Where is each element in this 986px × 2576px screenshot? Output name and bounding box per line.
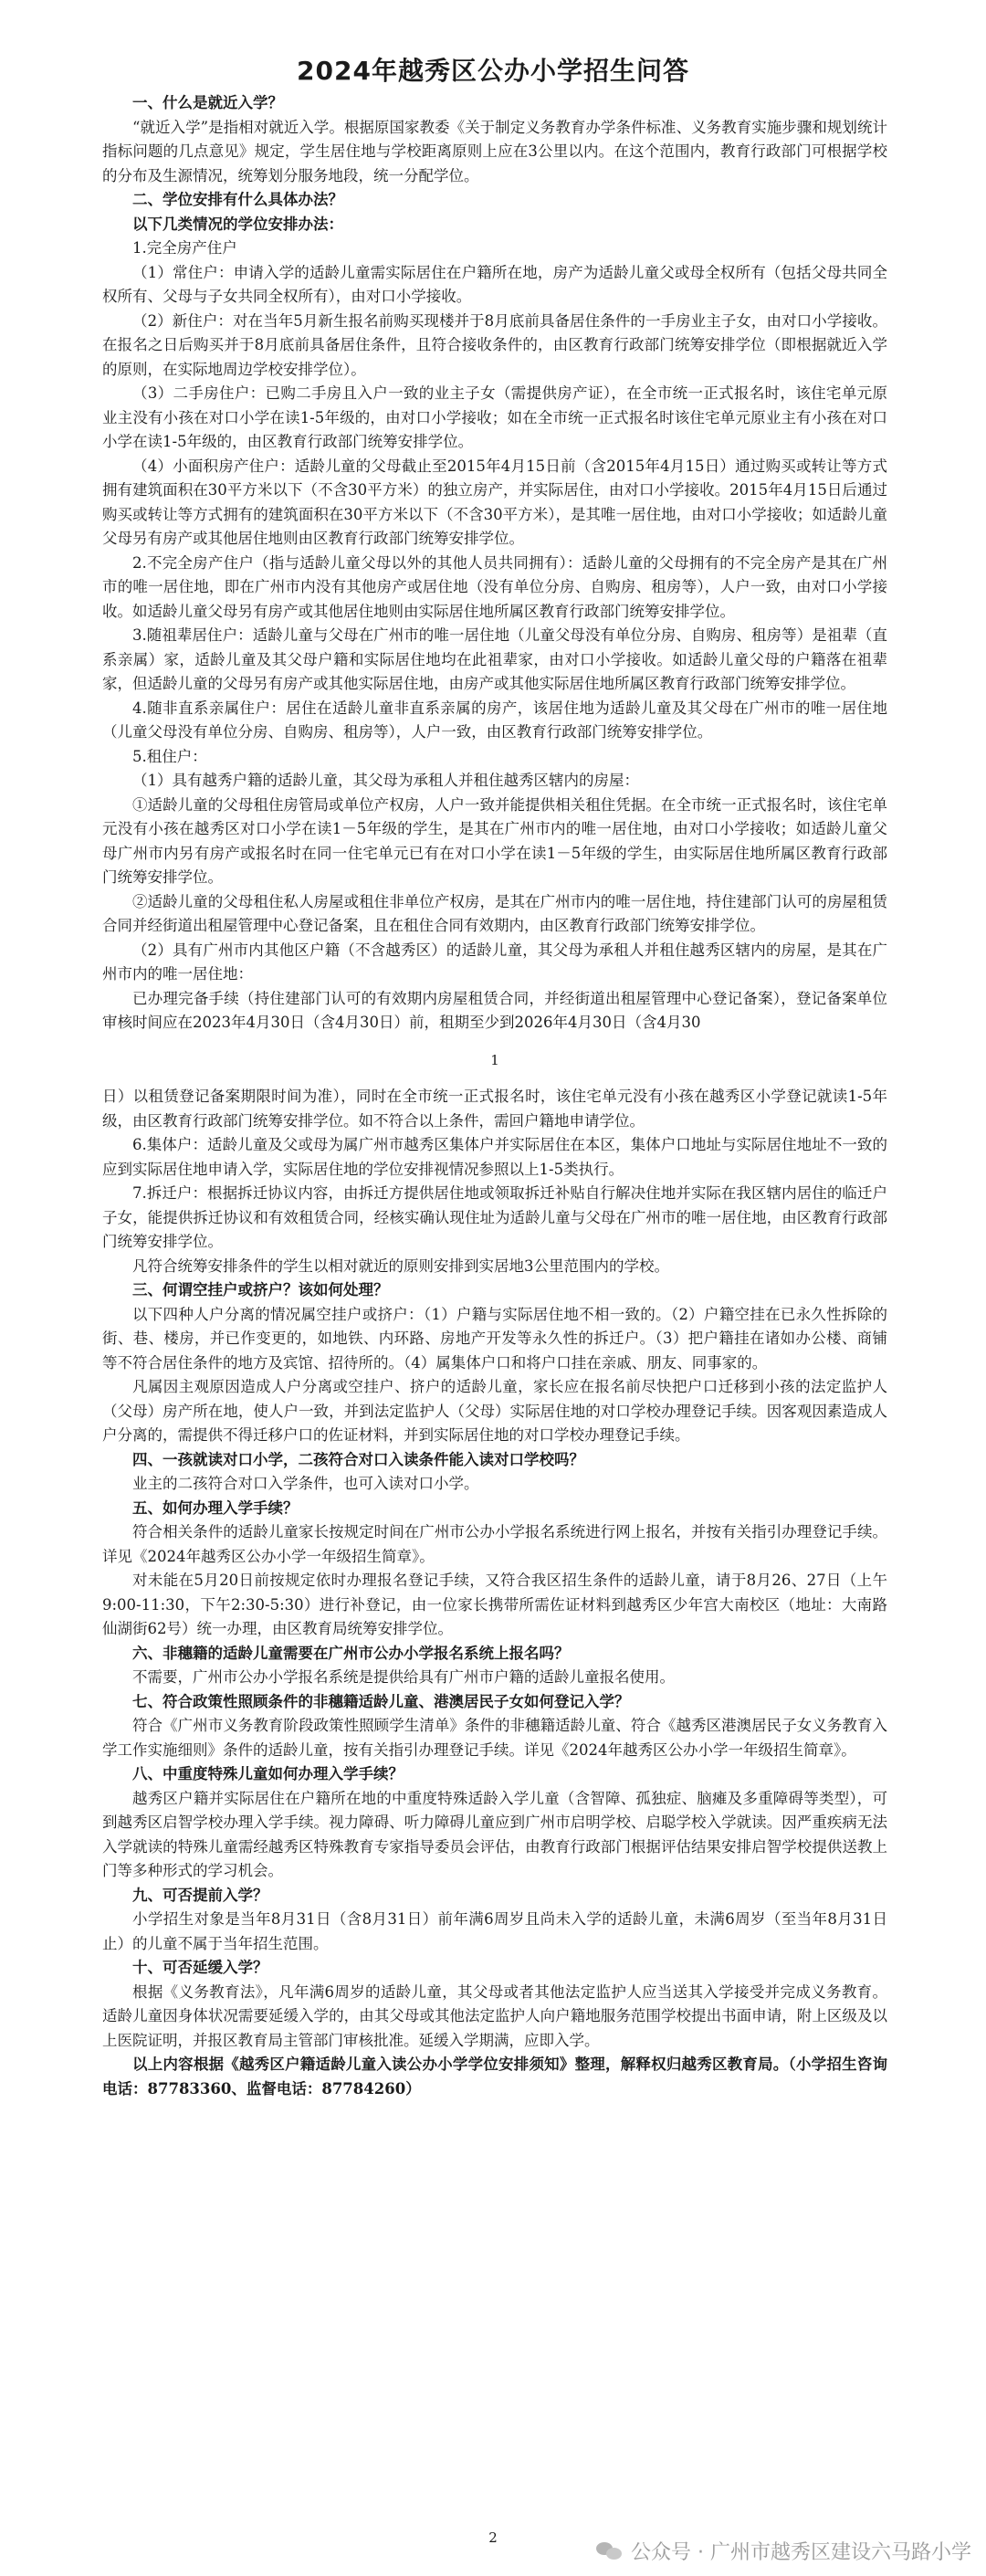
footer-note: 以上内容根据《越秀区户籍适龄儿童入读公办小学学位安排须知》整理，解释权归越秀区教育局。（小学招生咨询电话：87783360、监督电话：87784260） [102,2056,887,2098]
section-heading: 八、中重度特殊儿童如何办理入学手续？ [132,1765,404,1782]
paragraph: ②适龄儿童的父母租住私人房屋或租住非单位产权房，是其在广州市内的唯一居住地，持住建部门认可的房屋租赁合同并经街道出租屋管理中心登记备案，且在租住合同有效期内，由区教育行政部门统筹安排学位。 [102,892,887,934]
paragraph: （3）二手房住户：已购二手房且入户一致的业主子女（需提供房产证），在全市统一正式报名时，该住宅单元原业主没有小孩在对口小学在读1-5年级的，由对口小学接收；如在全市统一正式报名时该住宅单元原业主有小孩在对口小学在读1-5年级的，由区教育行政部门统筹安排学位。 [102,384,887,450]
paragraph: （1）具有越秀户籍的适龄儿童，其父母为承租人并租住越秀区辖内的房屋： [132,772,639,789]
page-number: 2 [488,2529,498,2546]
paragraph: ①适龄儿童的父母租住房管局或单位产权房，人户一致并能提供相关租住凭据。在全市统一正式报名时，该住宅单元没有小孩在越秀区对口小学在读1－5年级的学生，是其在广州市内的唯一居住地，由对口小学接收；如适龄儿童父母广州市内另有房产或报名时在同一住宅单元已有在对口小学在读1－5年级的学生，由实际居住地所属区教育行政部门统筹安排学位。 [102,795,887,886]
watermark [596,2537,971,2565]
section-heading: 十、可否延缓入学？ [132,1959,268,1976]
paragraph: 凡符合统筹安排条件的学生以相对就近的原则安排到实居地3公里范围内的学校。 [132,1256,669,1275]
section-heading: 五、如何办理入学手续？ [132,1498,299,1517]
paragraph: 2.不完全房产住户（指与适龄儿童父母以外的其他人员共同拥有）：适龄儿童的父母拥有的不完全房产是其在广州市的唯一居住地，即在广州市内没有其他房产或居住地（没有单位分房、自购房、租房等），人户一致，由对口小学接收。如适龄儿童父母另有房产或其他居住地则由实际居住地所属区教育行政部门统筹安排学位。 [102,553,887,620]
section-heading: 以下几类情况的学位安排办法： [132,215,343,233]
section-heading: 一、什么是就近入学？ [132,94,283,111]
paragraph: 业主的二孩符合对口入学条件，也可入读对口小学。 [132,1475,479,1492]
paragraph: 越秀区户籍并实际居住在户籍所在地的中重度特殊适龄入学儿童（含智障、孤独症、脑瘫及多重障碍等类型），可到越秀区启智学校办理入学手续。视力障碍、听力障碍儿童应到广州市启明学校、启聪学校入学就读。因严重疾病无法入学就读的特殊儿童需经越秀区特殊教育专家指导委员会评估，由教育行政部门根据评估结果安排启智学校提供送教上门等多种形式的学习机会。 [102,1789,887,1879]
paragraph: 1.完全房产住户 [132,239,237,257]
document-title: 2024年越秀区公办小学招生问答 [297,56,689,86]
section-heading: 三、何谓空挂户或挤户？该如何处理？ [132,1281,389,1299]
paragraph: 根据《义务教育法》，凡年满6周岁的适龄儿童，其父母或者其他法定监护人应当送其入学接受并完成义务教育。适龄儿童因身体状况需要延缓入学的，由其父母或其他法定监护人向户籍地服务范围学校提出书面申请，附上区级及以上医院证明，并报区教育局主管部门审核批准。延缓入学期满，应即入学。 [102,1982,887,2049]
page-number: 1 [490,1051,499,1068]
paragraph: （2）新住户：对在当年5月新生报名前购买现楼并于8月底前具备居住条件的一手房业主子女，由对口小学接收。在报名之日后购买并于8月底前具备居住条件，且符合接收条件的，由区教育行政部门统筹安排学位（即根据就近入学的原则，在实际地周边学校安排学位）。 [102,311,887,378]
paragraph: 3.随祖辈居住户：适龄儿童与父母在广州市的唯一居住地（儿童父母没有单位分房、自购房、租房等）是祖辈（直系亲属）家，适龄儿童及其父母户籍和实际居住地均在此祖辈家，由对口小学接收。如适龄儿童父母的户籍落在祖辈家，但适龄儿童的父母另有房产或其他实际居住地，由房产或其他实际居住地所属区教育行政部门统筹安排学位。 [102,626,887,692]
watermark-text: 公众号 · 广州市越秀区建设六马路小学 [631,2541,971,2564]
paragraph: 6.集体户：适龄儿童及父或母为属广州市越秀区集体户并实际居住在本区，集体户口地址与实际居住地址不一致的应到实际居住地申请入学，实际居住地的学位安排视情况参照以上1-5类执行。 [102,1136,887,1178]
paragraph: （1）常住户：申请入学的适龄儿童需实际居住在户籍所在地，房产为适龄儿童父或母全权所有（包括父母共同全权所有、父母与子女共同全权所有），由对口小学接收。 [102,263,887,305]
paragraph: 不需要，广州市公办小学报名系统是提供给具有广州市户籍的适龄儿童报名使用。 [132,1668,675,1686]
document-body [102,91,887,2101]
paragraph: （4）小面积房产住户：适龄儿童的父母截止至2015年4月15日前（含2015年4月15日）通过购买或转让等方式拥有建筑面积在30平方米以下（不含30平方米）的独立房产，并实际居住，由对口小学接收。2015年4月15日后通过购买或转让等方式拥有的建筑面积在30平方米以下（不含30平方米），是其唯一居住地，由对口小学接收；如适龄儿童父母另有房产或其他居住地则由区教育行政部门统筹安排学位。 [102,457,887,547]
paragraph: 小学招生对象是当年8月31日（含8月31日）前年满6周岁且尚未入学的适龄儿童，未满6周岁（至当年8月31日止）的儿童不属于当年招生范围。 [102,1910,887,1952]
paragraph: 凡属因主观原因造成人户分离或空挂户、挤户的适龄儿童，家长应在报名前尽快把户口迁移到小孩的法定监护人（父母）房产所在地，使人户一致，并到法定监护人（父母）实际居住地的对口学校办理登记手续。因客观因素造成人户分离的，需提供不得迁移户口的佐证材料，并到实际居住地的对口学校办理登记手续。 [102,1378,887,1444]
paragraph: 已办理完备手续（持住建部门认可的有效期内房屋租赁合同，并经街道出租屋管理中心登记备案），登记备案单位审核时间应在2023年4月30日（含4月30日）前，租期至少到2026年4月30日（含4月30 [102,989,887,1031]
paragraph: 符合《广州市义务教育阶段政策性照顾学生清单》条件的非穗籍适龄儿童、符合《越秀区港澳居民子女义务教育入学工作实施细则》条件的适龄儿童，按有关指引办理登记手续。详见《2024年越秀区公办小学一年级招生简章》。 [102,1717,887,1759]
section-heading: 七、符合政策性照顾条件的非穗籍适龄儿童、港澳居民子女如何登记入学？ [132,1692,630,1710]
paragraph: 日）以租赁登记备案期限时间为准），同时在全市统一正式报名时，该住宅单元没有小孩在越秀区小学登记就读1-5年级，由区教育行政部门统筹安排学位。如不符合以上条件，需回户籍地申请学位。 [102,1088,887,1130]
wechat-icon [596,2539,624,2563]
paragraph: 符合相关条件的适龄儿童家长按规定时间在广州市公办小学报名系统进行网上报名，并按有关指引办理登记手续。详见《2024年越秀区公办小学一年级招生简章》。 [102,1523,887,1565]
section-heading: 六、非穗籍的适龄儿童需要在广州市公办小学报名系统上报名吗？ [132,1644,570,1662]
paragraph: 以下四种人户分离的情况属空挂户或挤户：（1）户籍与实际居住地不相一致的。（2）户籍空挂在已永久性拆除的街、巷、楼房，并已作变更的，如地铁、内环路、房地产开发等永久性的拆迁户。（3）把户籍挂在诸如办公楼、商铺等不符合居住条件的地方及宾馆、招待所的。（4）属集体户口和将户口挂在亲戚、朋友、同事家的。 [102,1305,887,1372]
paragraph: （2）具有广州市内其他区户籍（不含越秀区）的适龄儿童，其父母为承租人并租住越秀区辖内的房屋，是其在广州市内的唯一居住地： [102,941,887,983]
section-heading: 二、学位安排有什么具体办法？ [132,191,343,208]
section-heading: 九、可否提前入学？ [132,1886,268,1904]
paragraph: 4.随非直系亲属住户：居住在适龄儿童非直系亲属的房产，该居住地为适龄儿童及其父母在广州市的唯一居住地（儿童父母没有单位分房、自购房、租房等），人户一致，由区教育行政部门统筹安排学位。 [102,699,887,741]
section-heading: 四、一孩就读对口小学，二孩符合对口入读条件能入读对口学校吗？ [132,1450,584,1468]
paragraph: 5.租住户： [132,747,207,765]
paragraph: “就近入学”是指相对就近入学。根据原国家教委《关于制定义务教育办学条件标准、义务教育实施步骤和规划统计指标问题的几点意见》规定，学生居住地与学校距离原则上应在3公里以内。在这个范围内，教育行政部门可根据学校的分布及生源情况，统筹划分服务地段，统一分配学位。 [102,118,887,184]
paragraph: 7.拆迁户：根据拆迁协议内容，由拆迁方提供居住地或领取拆迁补贴自行解决住地并实际在我区辖内居住的临迁户子女，能提供拆迁协议和有效租赁合同，经核实确认现住址为适龄儿童与父母在广州市的唯一居住地，由区教育行政部门统筹安排学位。 [102,1184,887,1250]
paragraph: 对未能在5月20日前按规定依时办理报名登记手续，又符合我区招生条件的适龄儿童，请于8月26、27日（上午9:00-11:30，下午2:30-5:30）进行补登记，由一位家长携带所需佐证材料到越秀区少年宫大南校区（地址：大南路仙湖街62号）统一办理，由区教育局统筹安排学位。 [102,1572,887,1637]
